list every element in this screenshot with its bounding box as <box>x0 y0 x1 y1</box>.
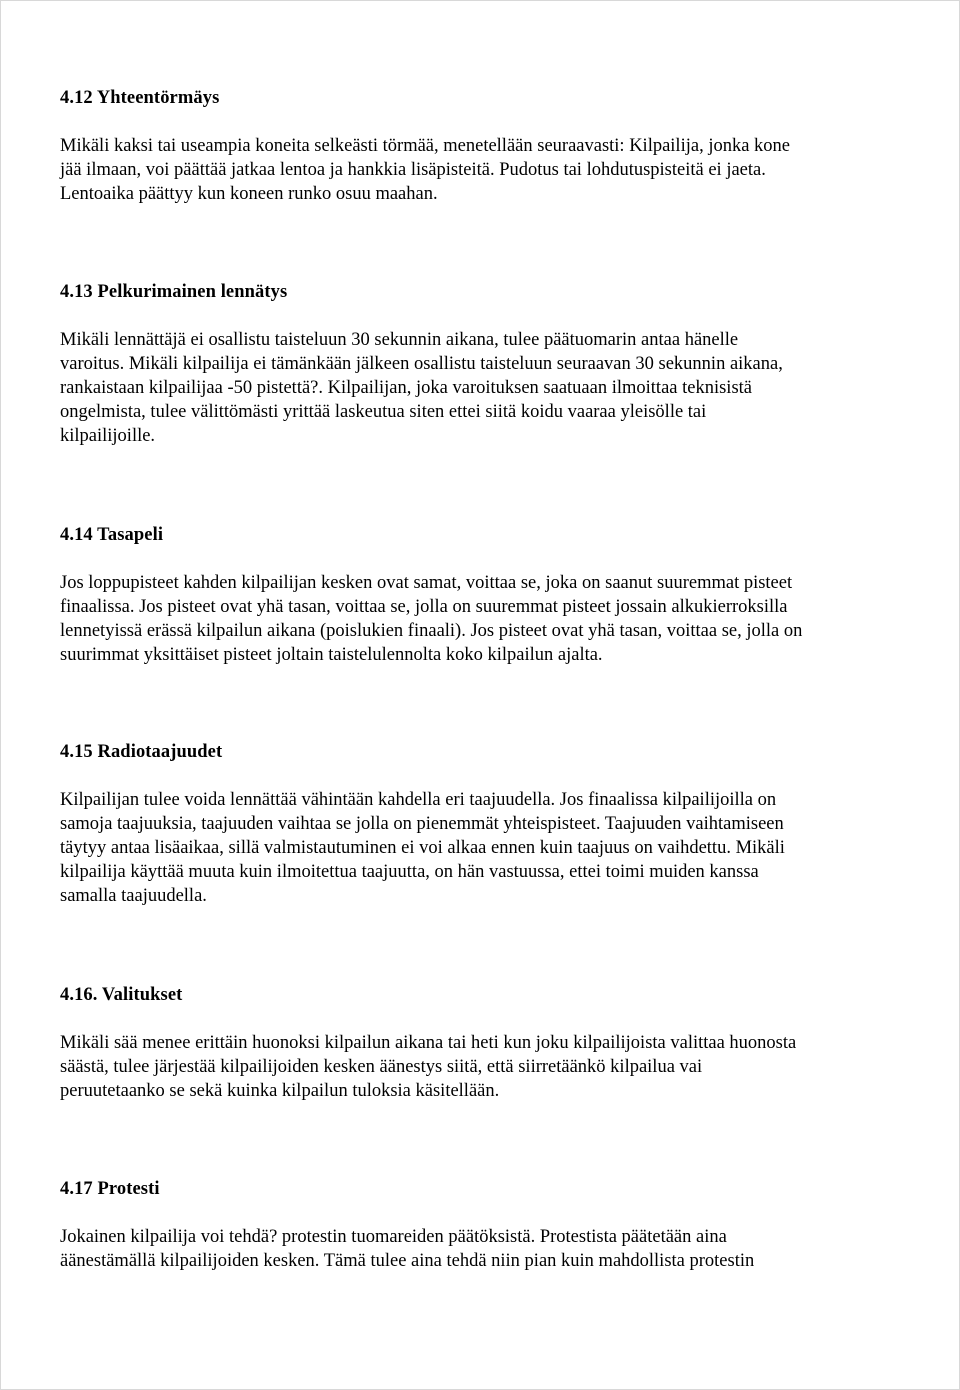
section-paragraph <box>60 1031 900 1103</box>
section-heading: 4.17 Protesti <box>60 1179 160 1199</box>
paragraph-line: kilpailijoille. <box>60 426 156 446</box>
section-4-13 <box>60 280 900 448</box>
section-4-12 <box>60 86 900 206</box>
section-heading: 4.12 Yhteentörmäys <box>60 88 220 108</box>
paragraph-line: Mikäli kaksi tai useampia koneita selkeästi törmää, menetellään seuraavasti: Kilpailija, jonka kone <box>60 136 791 156</box>
paragraph-line: rankaistaan kilpailijaa -50 pistettä?. Kilpailijan, joka varoituksen saatuaan ilmoittaa teknisistä <box>60 378 752 398</box>
paragraph-line: äänestämällä kilpailijoiden kesken. Tämä tulee aina tehdä niin pian kuin mahdollista protestin <box>60 1251 755 1271</box>
paragraph-line: Lentoaika päättyy kun koneen runko osuu maahan. <box>60 184 438 204</box>
section-paragraph <box>60 788 900 908</box>
paragraph-line: säästä, tulee järjestää kilpailijoiden kesken äänestys siitä, että siirretäänkö kilpailua vai <box>60 1057 703 1077</box>
section-4-17 <box>60 1177 900 1273</box>
section-4-16 <box>60 983 900 1103</box>
paragraph-line: Jos loppupisteet kahden kilpailijan kesken ovat samat, voittaa se, joka on saanut suuremmat pisteet <box>60 573 793 593</box>
paragraph-line: varoitus. Mikäli kilpailija ei tämänkään jälkeen osallistu taisteluun seuraavan 30 sekunnin aikana, <box>60 354 783 374</box>
section-paragraph <box>60 328 900 448</box>
section-paragraph <box>60 1225 900 1273</box>
paragraph-line: Kilpailijan tulee voida lennättää vähintään kahdella eri taajuudella. Jos finaalissa kilpailijoilla on <box>60 790 777 810</box>
paragraph-line: kilpailija käyttää muuta kuin ilmoitettua taajuutta, on hän vastuussa, ettei toimi muiden kanssa <box>60 862 759 882</box>
paragraph-line: suurimmat yksittäiset pisteet joltain taistelulennolta koko kilpailun ajalta. <box>60 645 603 665</box>
section-4-15 <box>60 740 900 908</box>
section-heading: 4.13 Pelkurimainen lennätys <box>60 282 288 302</box>
section-heading: 4.15 Radiotaajuudet <box>60 742 223 762</box>
paragraph-line: jää ilmaan, voi päättää jatkaa lentoa ja hankkia lisäpisteitä. Pudotus tai lohdutuspisteitä ei jaeta. <box>60 160 766 180</box>
paragraph-line: Mikäli lennättäjä ei osallistu taisteluun 30 sekunnin aikana, tulee päätuomarin antaa hänelle <box>60 330 739 350</box>
section-heading: 4.14 Tasapeli <box>60 525 164 545</box>
paragraph-line: peruutetaanko se sekä kuinka kilpailun tuloksia käsitellään. <box>60 1081 500 1101</box>
section-4-14 <box>60 523 900 667</box>
paragraph-line: finaalissa. Jos pisteet ovat yhä tasan, voittaa se, jolla on suuremmat pisteet jossain alkukierroksilla <box>60 597 788 617</box>
paragraph-line: ongelmista, tulee välittömästi yrittää laskeutua siten ettei siitä koidu vaaraa yleisölle tai <box>60 402 707 422</box>
paragraph-line: Jokainen kilpailija voi tehdä? protestin tuomareiden päätöksistä. Protestista päätetään aina <box>60 1227 727 1247</box>
section-heading: 4.16. Valitukset <box>60 985 183 1005</box>
paragraph-line: samoja taajuuksia, taajuuden vaihtaa se jolla on pienemmät yhteispisteet. Taajuuden vaihtamiseen <box>60 814 784 834</box>
section-paragraph <box>60 134 900 206</box>
paragraph-line: Mikäli sää menee erittäin huonoksi kilpailun aikana tai heti kun joku kilpailijoista valittaa huonosta <box>60 1033 797 1053</box>
paragraph-line: täytyy antaa lisäaikaa, sillä valmistautuminen ei voi alkaa ennen kuin taajuus on vaihdettu. Mikäli <box>60 838 785 858</box>
paragraph-line: samalla taajuudella. <box>60 886 207 906</box>
paragraph-line: lennetyissä erässä kilpailun aikana (poislukien finaali). Jos pisteet ovat yhä tasan, voittaa se, jolla on <box>60 621 803 641</box>
section-paragraph <box>60 571 900 667</box>
